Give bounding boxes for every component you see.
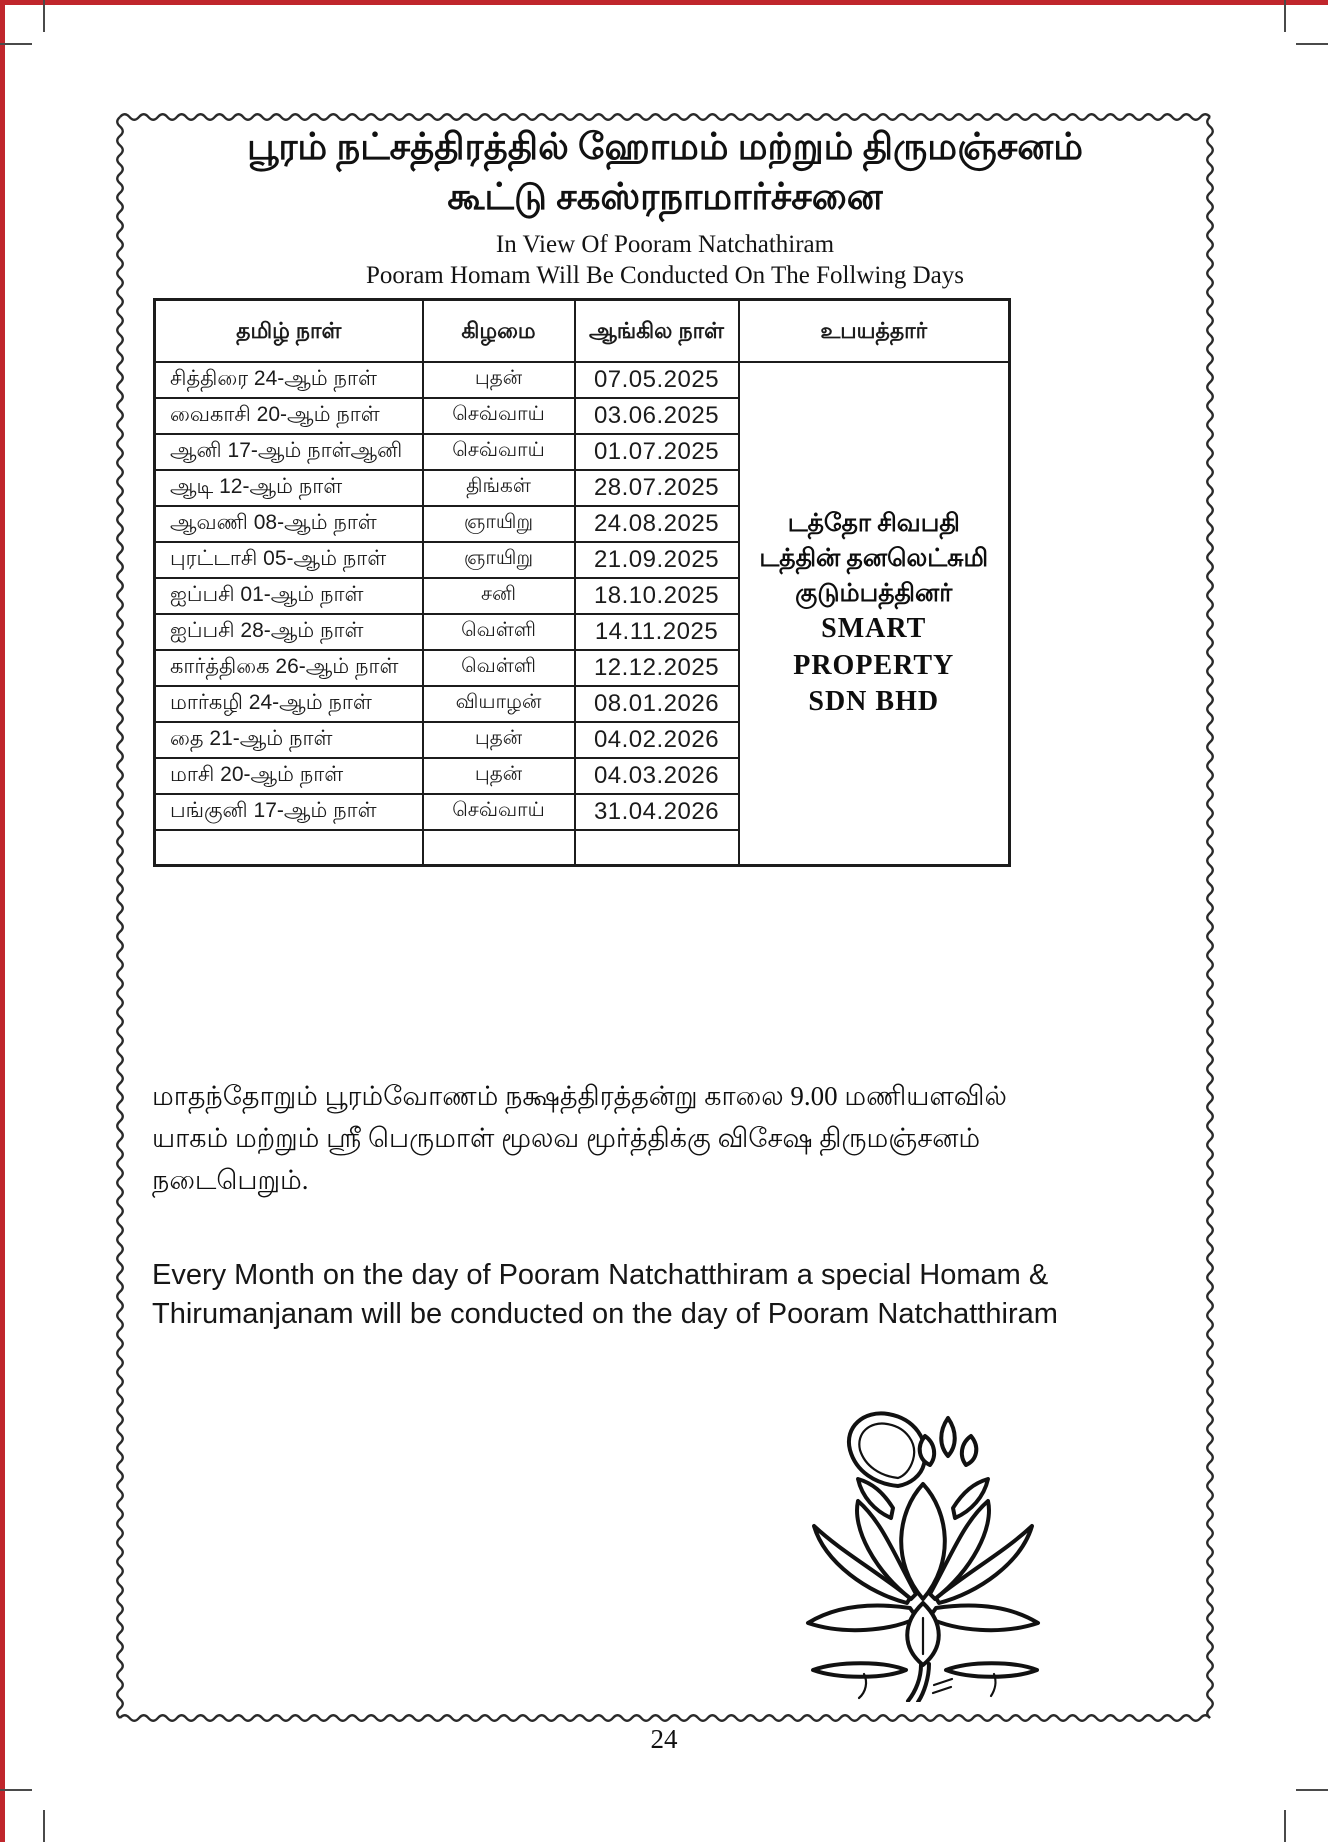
cell-english-date: 14.11.2025 [575,614,739,650]
cell-english-date: 18.10.2025 [575,578,739,614]
cell-english-date: 12.12.2025 [575,650,739,686]
cell-weekday: ஞாயிறு [423,542,575,578]
cell-weekday: ஞாயிறு [423,506,575,542]
cell-tamil-date: புரட்டாசி 05-ஆம் நாள் [155,542,423,578]
cell-english-date: 07.05.2025 [575,362,739,398]
table-row [155,362,1010,398]
crop-mark [1284,1810,1286,1842]
cell-english-date: 21.09.2025 [575,542,739,578]
cell-tamil-date [155,830,423,866]
sponsor-name-line: டத்தோ சிவபதி [787,510,960,538]
cell-weekday: வெள்ளி [423,650,575,686]
cell-weekday: புதன் [423,722,575,758]
cell-weekday: செவ்வாய் [423,398,575,434]
cell-tamil-date: ஐப்பசி 28-ஆம் நாள் [155,614,423,650]
cell-english-date: 04.03.2026 [575,758,739,794]
crop-mark [1296,43,1328,45]
cell-tamil-date: சித்திரை 24-ஆம் நாள் [155,362,423,398]
sponsor-company-line: SDN BHD [808,685,940,717]
crop-mark [0,43,32,45]
cell-weekday: திங்கள் [423,470,575,506]
cell-tamil-date: ஆவணி 08-ஆம் நாள் [155,506,423,542]
subtitle-line1: In View Of Pooram Natchathiram [495,231,835,258]
sponsor-name-line: டத்தின் தனலெட்சுமி [759,545,989,573]
cell-english-date: 03.06.2025 [575,398,739,434]
page-edge-mark-left [0,0,5,1842]
sponsor-cell [739,362,1010,866]
cell-weekday: புதன் [423,362,575,398]
col-header-weekday: கிழமை [423,300,575,362]
note-tamil: மாதந்தோறும் பூரம்வோணம் நக்ஷத்திரத்தன்று காலை 9.00 மணியளவில் யாகம் மற்றும் ஸ்ரீ பெருமாள் மூலவ மூர்த்திக்கு விசேஷ திருமஞ்சனம் நடைபெறும். [152,1081,1007,1195]
crop-mark [43,0,45,32]
cell-weekday: வெள்ளி [423,614,575,650]
lotus-illustration [798,1402,1048,1702]
cell-weekday: வியாழன் [423,686,575,722]
cell-weekday [423,830,575,866]
table-header-row [155,300,1010,362]
page-title-tamil-line2: கூட்டு சகஸ்ரநாமார்ச்சனை [447,177,883,218]
cell-weekday: செவ்வாய் [423,794,575,830]
crop-mark [1296,1789,1328,1791]
sponsor-name-line: குடும்பத்தினர் [795,580,953,608]
pooram-schedule-table [153,298,1011,867]
page-title-tamil-line1: பூரம் நட்சத்திரத்தில் ஹோமம் மற்றும் திருமஞ்சனம் [247,127,1083,168]
cell-tamil-date: மார்கழி 24-ஆம் நாள் [155,686,423,722]
crop-mark [0,1789,32,1791]
sponsor-company-line: SMART PROPERTY [793,613,955,681]
cell-english-date: 01.07.2025 [575,434,739,470]
cell-weekday: புதன் [423,758,575,794]
crop-mark [1284,0,1286,32]
page-number: 24 [650,1724,678,1754]
subtitle-english [130,229,1200,292]
cell-weekday: செவ்வாய் [423,434,575,470]
cell-english-date [575,830,739,866]
cell-tamil-date: பங்குனி 17-ஆம் நாள் [155,794,423,830]
subtitle-line2: Pooram Homam Will Be Conducted On The Follwing Days [365,262,965,290]
cell-english-date: 24.08.2025 [575,506,739,542]
col-header-tamil-date: தமிழ் நாள் [155,300,423,362]
cell-tamil-date: ஆடி 12-ஆம் நாள் [155,470,423,506]
cell-english-date: 04.02.2026 [575,722,739,758]
col-header-english-date: ஆங்கில நாள் [575,300,739,362]
cell-tamil-date: வைகாசி 20-ஆம் நாள் [155,398,423,434]
cell-weekday: சனி [423,578,575,614]
cell-tamil-date: ஆனி 17-ஆம் நாள்ஆனி [155,434,423,470]
cell-english-date: 08.01.2026 [575,686,739,722]
cell-english-date: 31.04.2026 [575,794,739,830]
col-header-sponsor: உபயத்தார் [739,300,1010,362]
cell-tamil-date: தை 21-ஆம் நாள் [155,722,423,758]
cell-tamil-date: ஐப்பசி 01-ஆம் நாள் [155,578,423,614]
note-english: Every Month on the day of Pooram Natchatthiram a special Homam & Thirumanjanam will be conducted on the day of Pooram Natchatthiram [152,1259,1058,1331]
crop-mark [43,1810,45,1842]
page-edge-mark-top [0,0,1328,5]
cell-tamil-date: மாசி 20-ஆம் நாள் [155,758,423,794]
cell-english-date: 28.07.2025 [575,470,739,506]
cell-tamil-date: கார்த்திகை 26-ஆம் நாள் [155,650,423,686]
